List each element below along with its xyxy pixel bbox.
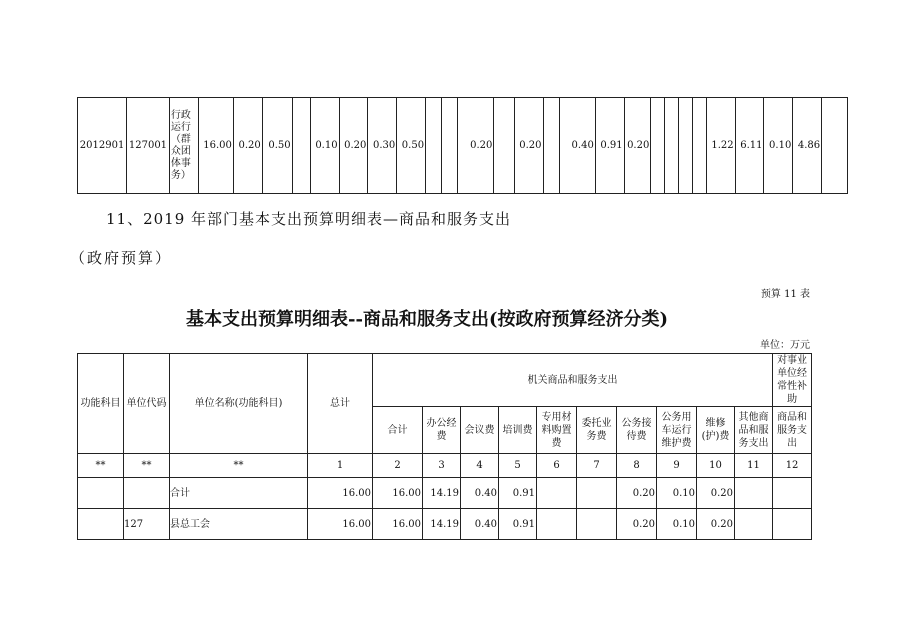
- index-cell: 9: [657, 454, 697, 478]
- name-cell: 县总工会: [170, 509, 308, 540]
- cell: 0.40: [559, 98, 595, 194]
- cell: 6.11: [735, 98, 764, 194]
- index-cell: **: [170, 454, 308, 478]
- section-title: 11、2019 年部门基本支出预算明细表—商品和服务支出: [106, 210, 512, 228]
- index-cell: 8: [617, 454, 657, 478]
- cell: 16.00: [373, 509, 423, 540]
- cell: 0.91: [499, 509, 537, 540]
- cell: [426, 98, 442, 194]
- header-col: 会议费: [461, 407, 499, 454]
- unit-code: 127001: [127, 98, 170, 194]
- header-subsidy: 对事业单位经常性补助: [773, 354, 812, 407]
- table-title: 基本支出预算明细表--商品和服务支出(按政府预算经济分类): [186, 309, 668, 330]
- cell: 4.86: [793, 98, 822, 194]
- header-col: 培训费: [499, 407, 537, 454]
- cell: [822, 98, 848, 194]
- index-cell: 7: [577, 454, 617, 478]
- func-cell: [78, 509, 124, 540]
- cell: 0.20: [458, 98, 494, 194]
- header-col: 公务接待费: [617, 407, 657, 454]
- unit-label: 单位：万元: [760, 340, 810, 351]
- cell: [442, 98, 458, 194]
- table-row: [78, 478, 812, 509]
- cell: [692, 98, 706, 194]
- cell: [292, 98, 310, 194]
- header-col: 其他商品和服务支出: [735, 407, 773, 454]
- index-cell: 5: [499, 454, 537, 478]
- cell: 0.20: [617, 478, 657, 509]
- cell: 0.10: [310, 98, 339, 194]
- cell: 14.19: [423, 509, 461, 540]
- cell: [735, 478, 773, 509]
- index-cell: 6: [537, 454, 577, 478]
- index-cell: **: [78, 454, 124, 478]
- header-unit-name: 单位名称(功能科目): [170, 354, 308, 454]
- cell: 0.10: [657, 509, 697, 540]
- cell: [537, 478, 577, 509]
- header-col: 合计: [373, 407, 423, 454]
- cell: 0.91: [499, 478, 537, 509]
- index-cell: 12: [773, 454, 812, 478]
- name-cell: 合计: [170, 478, 308, 509]
- cell: [665, 98, 679, 194]
- top-table: [77, 97, 848, 194]
- cell: 0.10: [657, 478, 697, 509]
- cell: [537, 509, 577, 540]
- cell: [577, 509, 617, 540]
- index-cell: 1: [308, 454, 373, 478]
- header-col: 专用材料购置费: [537, 407, 577, 454]
- cell: 0.50: [262, 98, 292, 194]
- section-subtitle: （政府预算）: [70, 249, 173, 267]
- func-code: 2012901: [78, 98, 127, 194]
- cell: 0.20: [339, 98, 368, 194]
- index-row: [78, 454, 812, 478]
- budget-table: [77, 353, 812, 540]
- index-cell: **: [124, 454, 170, 478]
- cell: [679, 98, 693, 194]
- header-col: 商品和服务支出: [773, 407, 812, 454]
- cell: [773, 509, 812, 540]
- cell: 0.20: [514, 98, 543, 194]
- table-row: [78, 509, 812, 540]
- cell: 0.50: [397, 98, 426, 194]
- unit-cell: [124, 478, 170, 509]
- header-col: 办公经费: [423, 407, 461, 454]
- cell: 0.20: [233, 98, 262, 194]
- cell: [543, 98, 559, 194]
- cell: 1.22: [706, 98, 735, 194]
- unit-cell: 127: [124, 509, 170, 540]
- header-func-subject: 功能科目: [78, 354, 124, 454]
- header-col: 维修(护)费: [697, 407, 735, 454]
- cell: 16.00: [198, 98, 233, 194]
- cell: [494, 98, 514, 194]
- cell: 0.40: [461, 509, 499, 540]
- index-cell: 4: [461, 454, 499, 478]
- table-row: [78, 98, 848, 194]
- cell: [577, 478, 617, 509]
- index-cell: 2: [373, 454, 423, 478]
- index-cell: 10: [697, 454, 735, 478]
- cell: 0.30: [368, 98, 397, 194]
- cell: 14.19: [423, 478, 461, 509]
- unit-name: 行政运行（群众团体事务）: [169, 98, 198, 194]
- cell: 0.10: [764, 98, 793, 194]
- cell: 0.20: [624, 98, 651, 194]
- cell: 0.40: [461, 478, 499, 509]
- total-cell: 16.00: [308, 478, 373, 509]
- total-cell: 16.00: [308, 509, 373, 540]
- cell: 16.00: [373, 478, 423, 509]
- index-cell: 11: [735, 454, 773, 478]
- cell: [651, 98, 665, 194]
- cell: [773, 478, 812, 509]
- cell: [735, 509, 773, 540]
- header-total: 总计: [308, 354, 373, 454]
- func-cell: [78, 478, 124, 509]
- index-cell: 3: [423, 454, 461, 478]
- table-number: 预算 11 表: [760, 289, 810, 300]
- header-group: 机关商品和服务支出: [373, 354, 773, 407]
- cell: 0.20: [697, 509, 735, 540]
- cell: 0.20: [617, 509, 657, 540]
- cell: 0.91: [595, 98, 624, 194]
- header-col: 公务用车运行维护费: [657, 407, 697, 454]
- header-col: 委托业务费: [577, 407, 617, 454]
- header-unit-code: 单位代码: [124, 354, 170, 454]
- cell: 0.20: [697, 478, 735, 509]
